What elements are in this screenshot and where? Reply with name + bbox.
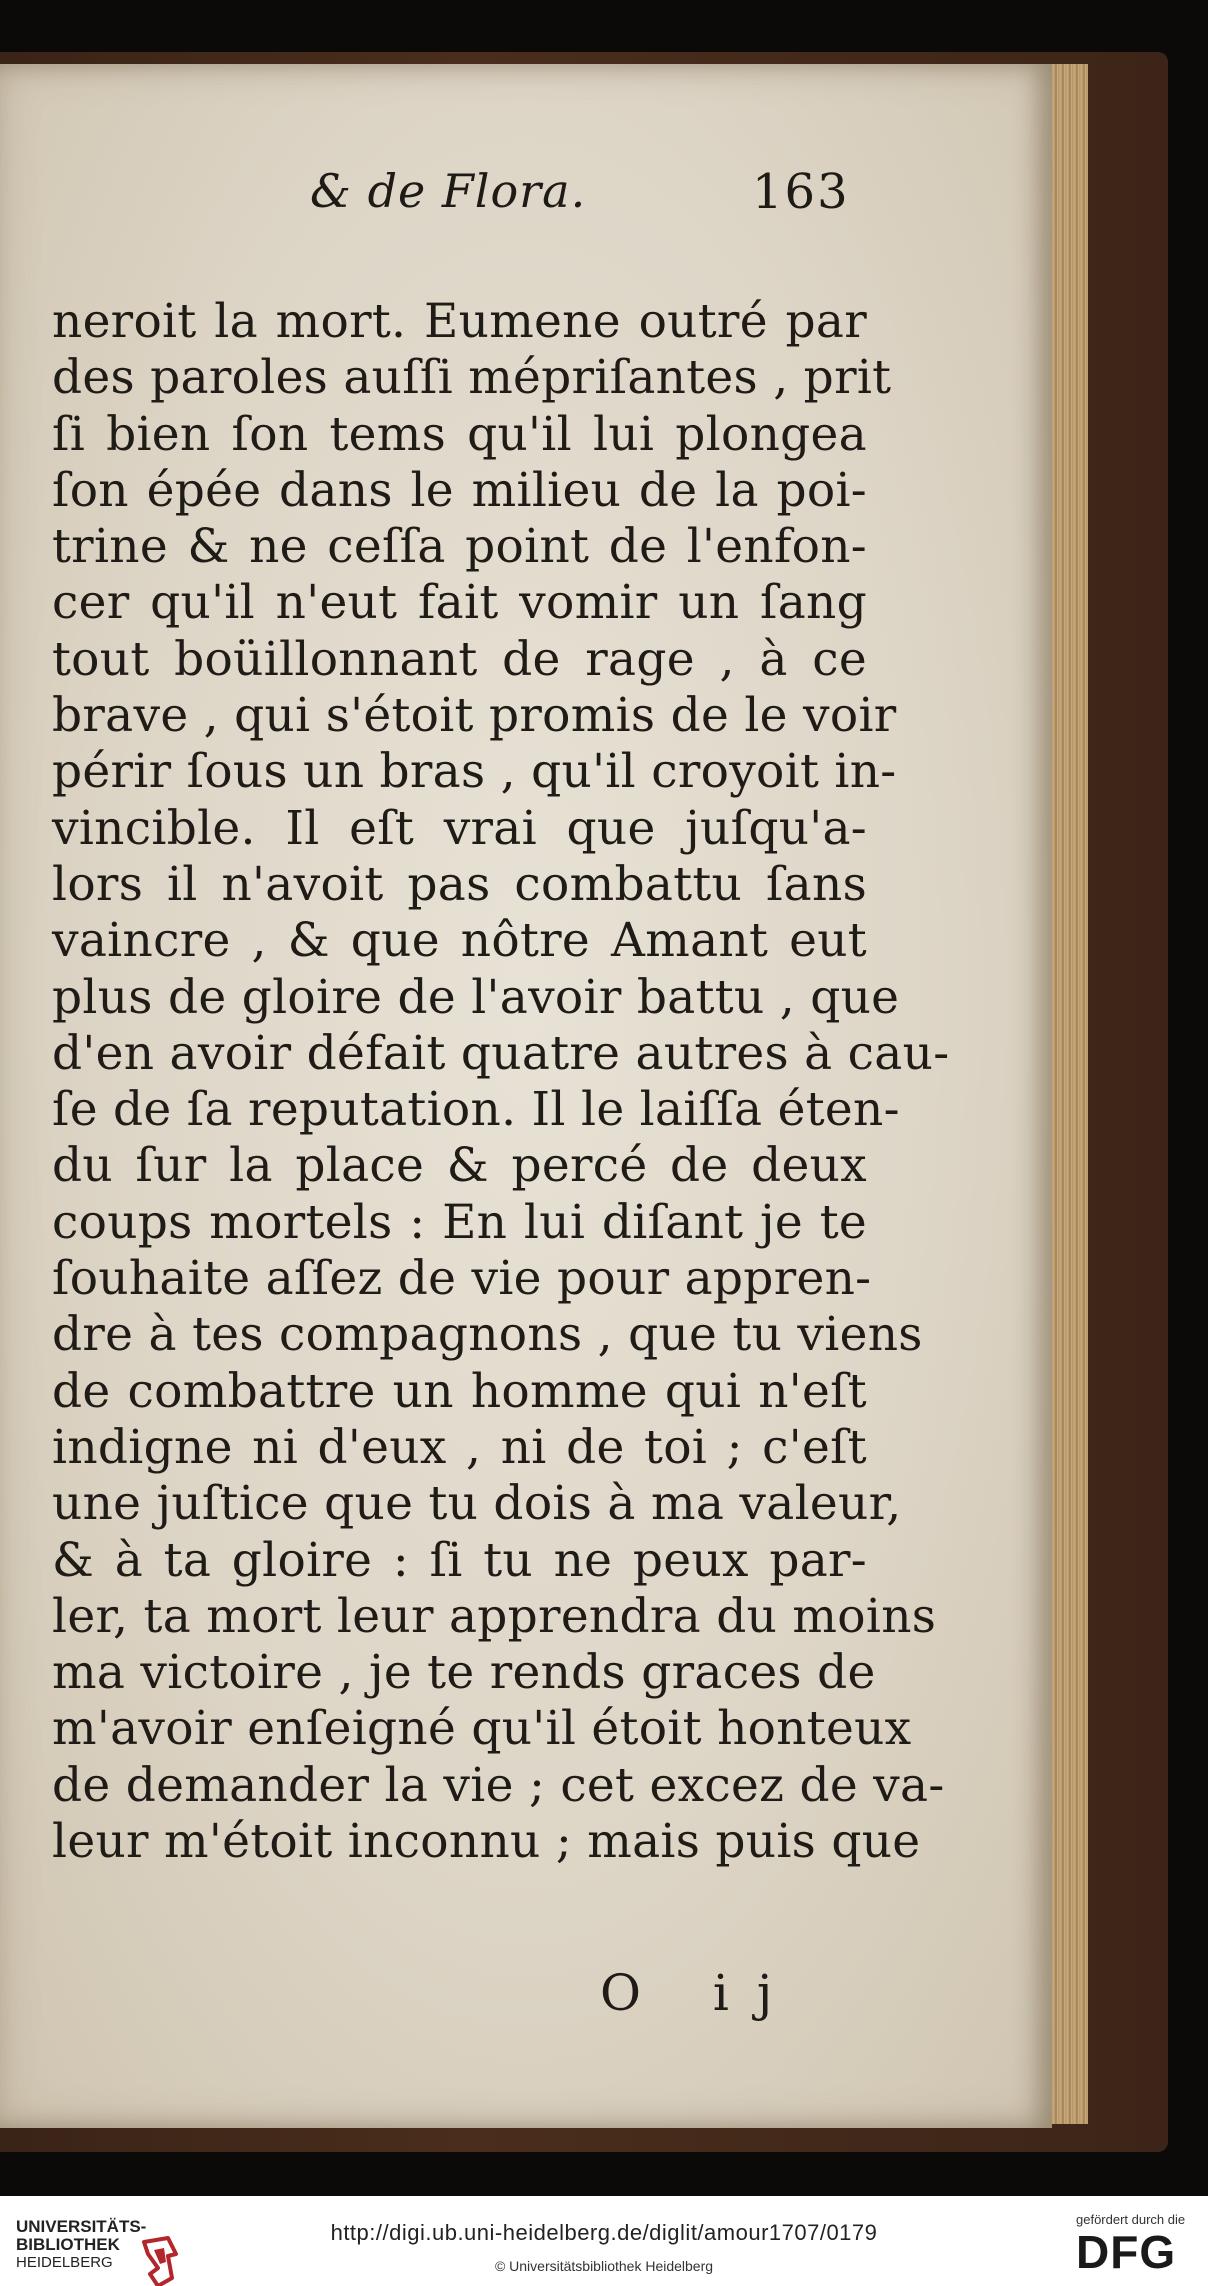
signature-mark: O ij [600,1964,801,2022]
text-line: dre à tes compagnons , que tu viens [52,1307,923,1363]
text-line: des paroles auſſi mépriſantes , prit [52,350,892,406]
text-line: ſon épée dans le milieu de la poi- [52,462,867,518]
text-line: vincible. Il eſt vrai que juſqu'a- [52,800,867,856]
page-header [0,164,1052,244]
text-line: d'en avoir défait quatre autres à cau- [52,1025,950,1081]
text-line: de combattre un homme qui n'eſt [52,1363,867,1419]
page-url-link[interactable]: http://digi.ub.uni-heidelberg.de/diglit/amour1707/0179 [330,2220,878,2245]
text-line: périr ſous un bras , qu'il croyoit in- [52,744,897,800]
text-line: tout boüillonnant de rage , à ce [52,631,867,687]
text-line: du ſur la place & percé de deux [52,1138,867,1194]
text-line: leur m'étoit inconnu ; mais puis que [52,1814,921,1870]
library-name-line3: HEIDELBERG [16,2254,113,2271]
text-line: plus de gloire de l'avoir battu , que [52,969,900,1025]
text-line: cer qu'il n'eut fait vomir un ſang [52,575,867,631]
dfg-logo-text: DFG [1076,2226,1177,2278]
text-line: une juſtice que tu dois à ma valeur, [52,1476,902,1532]
text-line: ma victoire , je te rends graces de [52,1645,876,1701]
library-name-line1: UNIVERSITÄTS- [16,2217,147,2236]
copyright-notice: © Universitätsbibliothek Heidelberg [494,2258,714,2274]
text-line: ſe de ſa reputation. Il le laiſſa éten- [52,1082,900,1138]
text-line: ler, ta mort leur apprendra du moins [52,1588,937,1644]
text-line: & à ta gloire : ſi tu ne peux par- [52,1532,867,1588]
text-line: vaincre , & que nôtre Amant eut [52,913,867,969]
dfg-logo[interactable] [1076,2226,1194,2278]
body-text [52,294,950,1870]
text-line: trine & ne ceſſa point de l'enfon- [52,519,867,575]
library-name-line2: BIBLIOTHEK [16,2235,120,2254]
funded-by-label: gefördert durch die [1076,2212,1186,2227]
page-number: 163 [752,164,850,220]
text-line: neroit la mort. Eumene outré par [52,294,867,349]
text-line: ſi bien ſon tems qu'il lui plongea [52,406,867,462]
book-page [0,64,1052,2128]
text-line: brave , qui s'étoit promis de le voir [52,688,897,744]
running-head: & de Flora. [310,164,587,218]
text-line: lors il n'avoit pas combattu ſans [52,856,867,912]
text-line: indigne ni d'eux , ni de toi ; c'eſt [52,1419,867,1475]
viewer-footer [0,2196,1208,2286]
text-line: coups mortels : En lui diſant je te [52,1194,867,1250]
text-line: ſouhaite aſſez de vie pour appren- [52,1251,872,1307]
text-line: de demander la vie ; cet excez de va- [52,1757,945,1813]
text-line: m'avoir enſeigné qu'il étoit honteux [52,1701,912,1757]
